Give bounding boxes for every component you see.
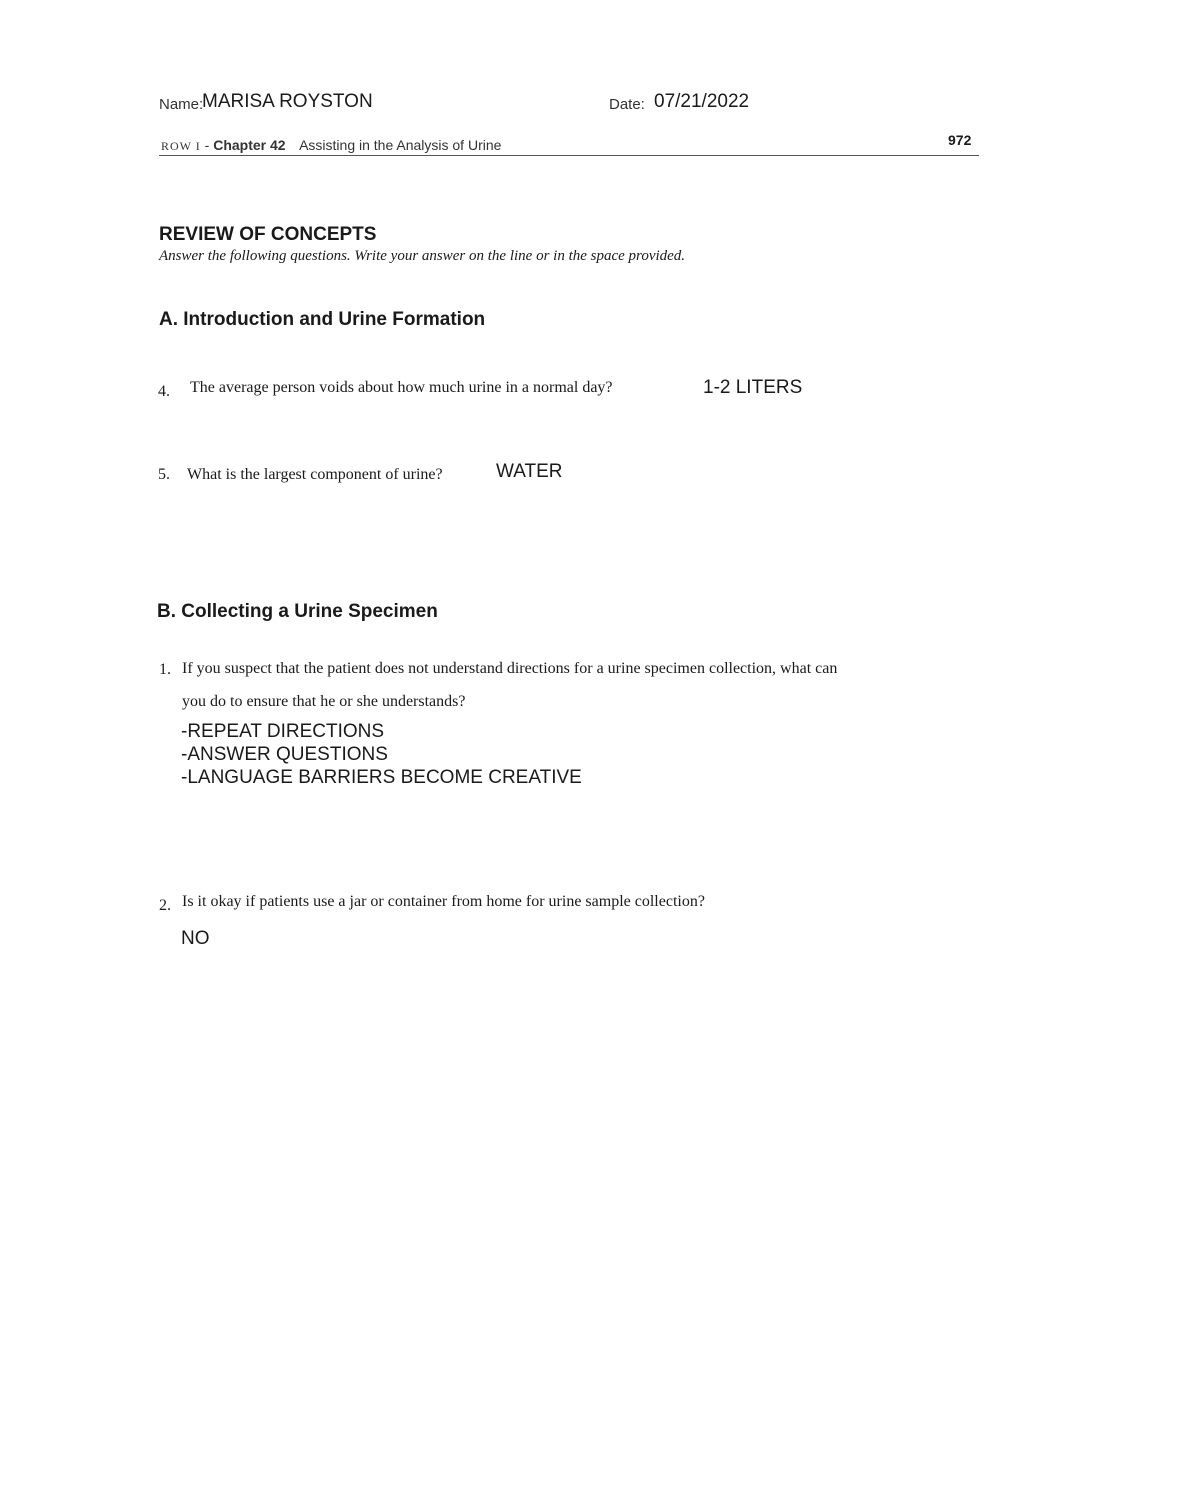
answer-field[interactable]: NO xyxy=(181,928,210,949)
question-text: Is it okay if patients use a jar or container from home for urine sample collection? xyxy=(182,893,705,910)
question-text: The average person voids about how much urine in a normal day? xyxy=(190,379,613,396)
review-heading: REVIEW OF CONCEPTS xyxy=(159,224,377,245)
question-text: If you suspect that the patient does not understand directions for a urine specimen collection, what can xyxy=(182,660,838,677)
chapter-number: Chapter 42 xyxy=(213,137,286,153)
chapter-title: Assisting in the Analysis of Urine xyxy=(299,137,502,153)
question-text-continued: you do to ensure that he or she understands? xyxy=(182,693,466,710)
question-text: What is the largest component of urine? xyxy=(187,466,443,483)
running-header xyxy=(161,137,501,155)
answer-field[interactable]: WATER xyxy=(496,461,563,482)
answer-field[interactable]: 1-2 LITERS xyxy=(703,377,803,398)
answer-item: -ANSWER QUESTIONS xyxy=(181,744,388,765)
answer-item: -REPEAT DIRECTIONS xyxy=(181,721,385,742)
question-number: 4. xyxy=(158,383,170,400)
section-b-title: B. Collecting a Urine Specimen xyxy=(157,601,438,622)
answer-item: -LANGUAGE BARRIERS BECOME CREATIVE xyxy=(181,767,582,788)
question-number: 1. xyxy=(159,661,171,678)
row-separator: - xyxy=(200,137,214,153)
date-field[interactable]: 07/21/2022 xyxy=(654,91,750,112)
name-field[interactable]: MARISA ROYSTON xyxy=(202,91,373,112)
section-a-title: A. Introduction and Urine Formation xyxy=(159,309,486,330)
row-label: ROW I xyxy=(161,139,201,153)
page-number: 972 xyxy=(948,132,972,148)
header-rule xyxy=(159,155,979,156)
name-label: Name: xyxy=(159,96,204,113)
answer-list[interactable] xyxy=(181,720,582,789)
question-number: 5. xyxy=(158,466,170,483)
date-label: Date: xyxy=(609,96,645,113)
instructions-text: Answer the following questions. Write your answer on the line or in the space provided. xyxy=(159,248,686,264)
question-number: 2. xyxy=(159,897,171,914)
